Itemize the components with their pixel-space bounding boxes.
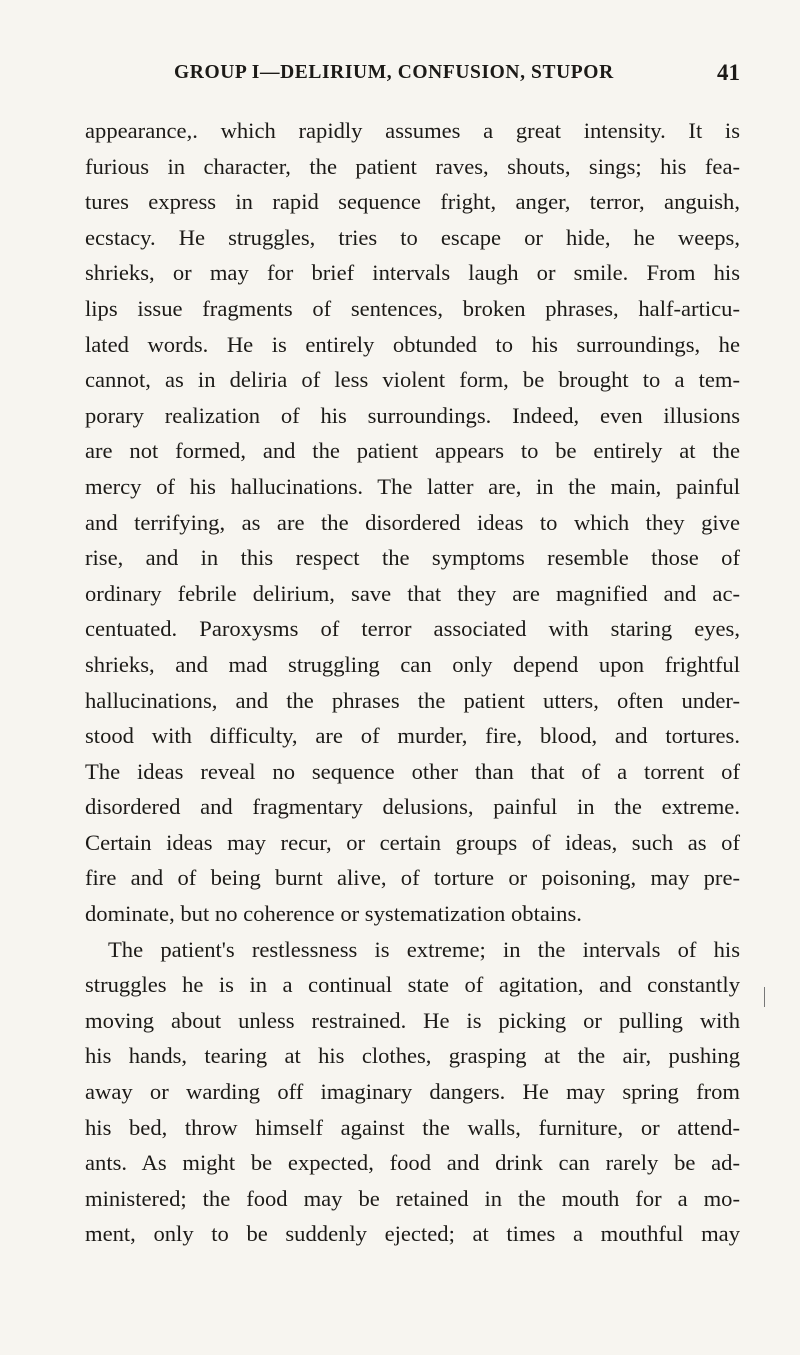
text-line: ment, only to be suddenly ejected; at times a mouthful may (85, 1221, 740, 1247)
text-line: The ideas reveal no sequence other than that of a torrent of (85, 758, 740, 784)
text-line: cannot, as in deliria of less violent form, be brought to a tem- (85, 367, 740, 393)
text-line: furious in character, the patient raves, shouts, sings; his fea- (85, 153, 740, 179)
text-line: moving about unless restrained. He is picking or pulling with (85, 1007, 740, 1033)
text-line: lated words. He is entirely obtunded to his surroundings, he (85, 331, 740, 357)
text-line: and terrifying, as are the disordered ideas to which they give (85, 509, 740, 535)
text-line: lips issue fragments of sentences, broken phrases, half-articu- (85, 295, 740, 321)
text-line: ordinary febrile delirium, save that they are magnified and ac- (85, 580, 740, 606)
text-line: appearance,. which rapidly assumes a great intensity. It is (85, 118, 740, 143)
text-line: fire and of being burnt alive, of torture or poisoning, may pre- (85, 865, 740, 891)
paragraph-1 (85, 113, 740, 932)
running-title: GROUP I—DELIRIUM, CONFUSION, STUPOR (174, 62, 614, 83)
running-head (84, 62, 740, 98)
text-line: porary realization of his surroundings. Indeed, even illusions (85, 402, 740, 428)
text-line: Certain ideas may recur, or certain groups of ideas, such as of (85, 829, 740, 855)
text-line: ecstacy. He struggles, tries to escape or hide, he weeps, (85, 224, 740, 250)
text-line: stood with difficulty, are of murder, fire, blood, and tortures. (85, 723, 740, 749)
text-line: away or warding off imaginary dangers. He may spring from (85, 1079, 740, 1105)
text-line: shrieks, or may for brief intervals laugh or smile. From his (85, 260, 740, 286)
text-line: centuated. Paroxysms of terror associated with staring eyes, (85, 616, 740, 642)
text-line: his hands, tearing at his clothes, grasping at the air, pushing (85, 1043, 740, 1069)
text-line: ants. As might be expected, food and drink can rarely be ad- (85, 1150, 740, 1176)
text-line: tures express in rapid sequence fright, anger, terror, anguish, (85, 189, 740, 215)
text-line: dominate, but no coherence or systematization obtains. (85, 901, 582, 927)
text-line: struggles he is in a continual state of agitation, and constantly (85, 972, 740, 998)
margin-mark (764, 987, 765, 1007)
text-line: mercy of his hallucinations. The latter are, in the main, painful (85, 473, 740, 499)
paragraph-2 (85, 932, 740, 1252)
text-line: his bed, throw himself against the walls, furniture, or attend- (85, 1114, 740, 1140)
text-line: The patient's restlessness is extreme; in the intervals of his (108, 936, 740, 962)
text-line: hallucinations, and the phrases the patient utters, often under- (85, 687, 740, 713)
body-text (85, 113, 740, 1252)
text-line: disordered and fragmentary delusions, painful in the extreme. (85, 794, 740, 820)
text-line: are not formed, and the patient appears to be entirely at the (85, 438, 740, 464)
text-line: ministered; the food may be retained in the mouth for a mo- (85, 1185, 740, 1211)
text-line: rise, and in this respect the symptoms resemble those of (85, 545, 740, 571)
page-number: 41 (717, 60, 740, 85)
text-line: shrieks, and mad struggling can only depend upon frightful (85, 651, 740, 677)
